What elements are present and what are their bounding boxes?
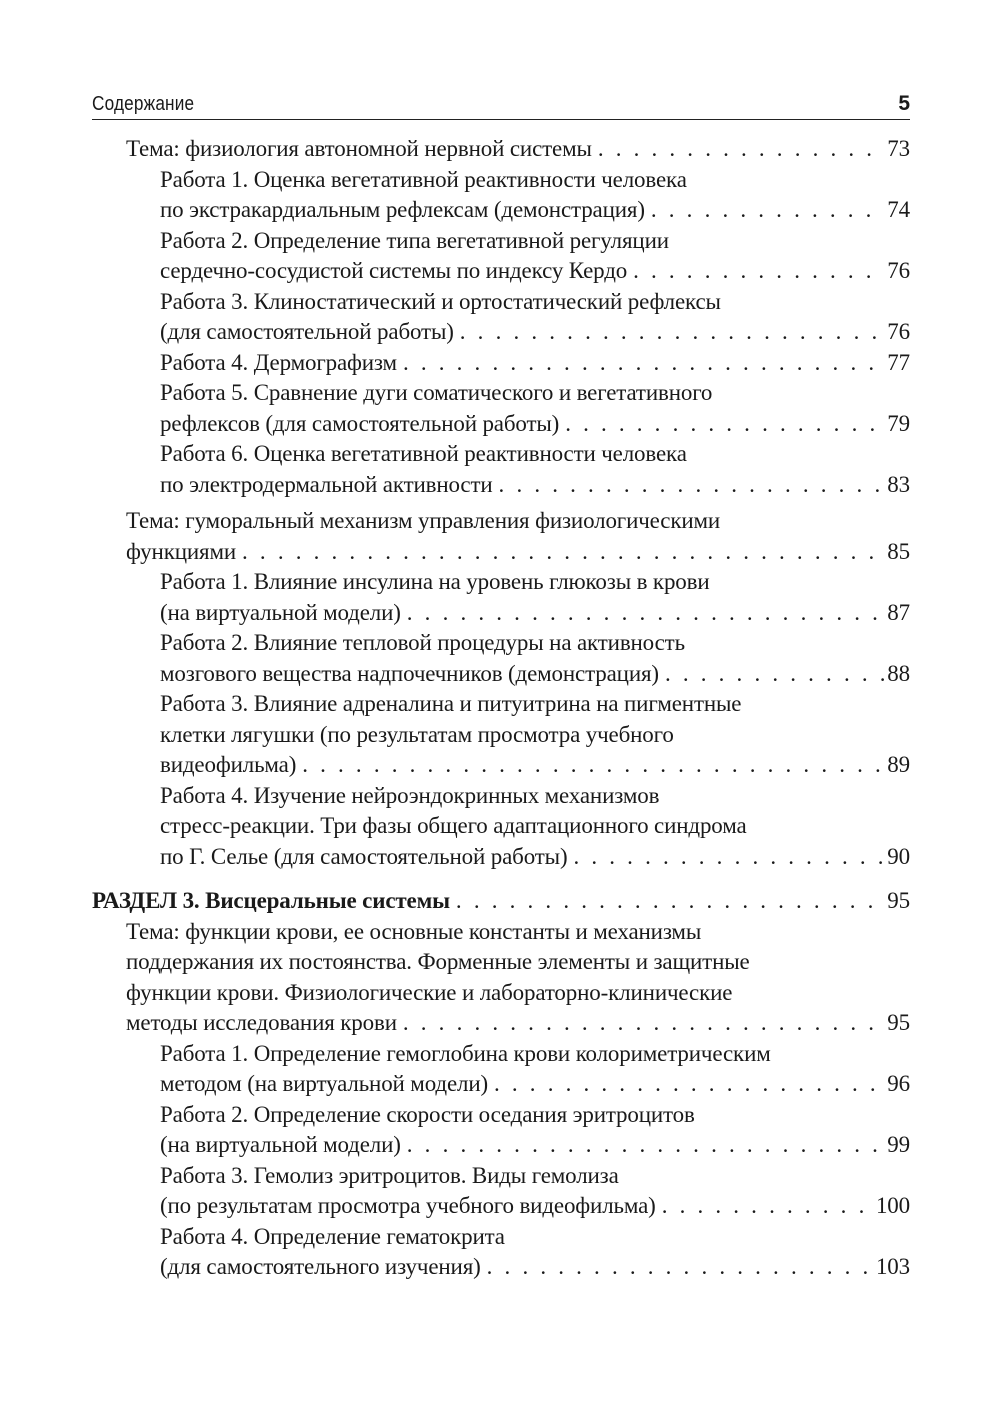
toc-entry-last-line [160, 348, 910, 379]
toc-work[interactable] [92, 781, 910, 873]
toc-entry-last-line [160, 1130, 910, 1161]
dot-leader [662, 1191, 874, 1222]
toc-entry-line: сердечно-сосудистой системы по индексу Кердо [160, 258, 628, 283]
toc-entry-line: Работа 4. Определение гематокрита [160, 1223, 505, 1249]
toc-page-number: 103 [875, 1254, 910, 1279]
dot-leader [460, 317, 886, 348]
table-of-contents [92, 134, 910, 1283]
toc-topic[interactable] [92, 917, 910, 1039]
toc-work[interactable] [92, 439, 910, 500]
toc-entry-last-line [160, 195, 910, 226]
toc-page-number: 100 [875, 1193, 910, 1218]
dot-leader [665, 659, 885, 690]
toc-page-number: 88 [887, 660, 910, 686]
dot-leader [487, 1252, 874, 1283]
toc-entry-line: поддержания их постоянства. Форменные элементы и защитные [126, 949, 750, 974]
toc-entry-line: (для самостоятельного изучения) [160, 1254, 481, 1279]
toc-page-number: 87 [887, 599, 910, 625]
toc-entry-line: Работа 2. Влияние тепловой процедуры на активность [160, 630, 685, 655]
toc-entry-line: Работа 2. Определение скорости оседания эритроцитов [160, 1101, 695, 1127]
toc-entry-line: видеофильма) [160, 752, 297, 777]
page-number: 5 [898, 92, 910, 115]
toc-work[interactable] [92, 1161, 910, 1222]
toc-entry-last-line [160, 470, 910, 501]
toc-entry-line: по электродермальной активности [160, 471, 493, 497]
toc-entry-line: Работа 3. Влияние адреналина и питуитрина на пигментные [160, 691, 742, 716]
toc-work[interactable] [92, 1100, 910, 1161]
toc-entry-line: рефлексов (для самостоятельной работы) [160, 410, 560, 436]
toc-entry-line: (для самостоятельной работы) [160, 319, 454, 344]
toc-work[interactable] [92, 378, 910, 439]
toc-page-number: 96 [887, 1071, 910, 1096]
toc-entry-line: мозгового вещества надпочечников (демонстрация) [160, 660, 659, 686]
dot-leader [407, 1130, 886, 1161]
toc-entry-line: (на виртуальной модели) [160, 599, 401, 625]
toc-entry-last-line [126, 134, 910, 165]
dot-leader [407, 598, 886, 629]
toc-entry-line: Работа 1. Влияние инсулина на уровень глюкозы в крови [160, 569, 710, 594]
dot-leader [456, 886, 885, 917]
toc-work[interactable] [92, 226, 910, 287]
dot-leader [573, 842, 885, 873]
running-header [92, 86, 910, 120]
toc-entry-line: Тема: функции крови, ее основные константы и механизмы [126, 918, 702, 944]
toc-entry-line: Работа 6. Оценка вегетативной реактивности человека [160, 441, 687, 466]
toc-entry-last-line [92, 886, 910, 917]
toc-entry-line: Работа 4. Дермографизм [160, 349, 397, 375]
toc-page-number: 77 [887, 349, 910, 375]
toc-entry-last-line [160, 659, 910, 690]
toc-topic[interactable] [92, 506, 910, 567]
dot-leader [302, 750, 885, 781]
toc-page-number: 89 [887, 752, 910, 777]
toc-page-number: 83 [887, 471, 910, 497]
dot-leader [494, 1069, 885, 1100]
toc-work[interactable] [92, 287, 910, 348]
toc-page-number: 95 [887, 1010, 910, 1035]
toc-entry-line: стресс-реакции. Три фазы общего адаптационного синдрома [160, 813, 747, 838]
toc-work[interactable] [92, 165, 910, 226]
dot-leader [499, 470, 886, 501]
toc-entry-last-line [160, 1191, 910, 1222]
toc-entry-line: (на виртуальной модели) [160, 1132, 401, 1157]
toc-entry-last-line [160, 1069, 910, 1100]
toc-page-number: 73 [887, 136, 910, 161]
toc-page-number: 76 [887, 258, 910, 283]
toc-work[interactable] [92, 1222, 910, 1283]
toc-page-number: 90 [887, 843, 910, 869]
toc-entry-last-line [160, 317, 910, 348]
toc-entry-line: по экстракардиальным рефлексам (демонстрация) [160, 197, 645, 222]
toc-page-number: 95 [887, 888, 910, 913]
toc-entry-line: Тема: гуморальный механизм управления физиологическими [126, 508, 721, 533]
toc-work[interactable] [92, 628, 910, 689]
toc-entry-last-line [160, 750, 910, 781]
dot-leader [651, 195, 885, 226]
toc-entry-line: по Г. Селье (для самостоятельной работы) [160, 843, 568, 869]
toc-entry-line: методы исследования крови [126, 1010, 397, 1035]
toc-entry-last-line [126, 1008, 910, 1039]
dot-leader [403, 1008, 885, 1039]
toc-section[interactable] [92, 886, 910, 917]
toc-entry-line: Работа 2. Определение типа вегетативной регуляции [160, 227, 669, 253]
toc-entry-last-line [160, 256, 910, 287]
toc-entry-line: Работа 3. Клиностатический и ортостатический рефлексы [160, 288, 721, 314]
toc-entry-line: РАЗДЕЛ 3. Висцеральные системы [92, 888, 450, 913]
toc-entry-line: функции крови. Физиологические и лабораторно-клинические [126, 979, 733, 1005]
toc-topic[interactable] [92, 134, 910, 165]
toc-entry-last-line [160, 1252, 910, 1283]
toc-entry-last-line [160, 409, 910, 440]
toc-entry-line: Работа 4. Изучение нейроэндокринных механизмов [160, 782, 660, 808]
toc-entry-line: (по результатам просмотра учебного видеофильма) [160, 1193, 656, 1218]
toc-page-number: 76 [887, 319, 910, 344]
toc-entry-line: Работа 3. Гемолиз эритроцитов. Виды гемолиза [160, 1162, 619, 1188]
dot-leader [403, 348, 885, 379]
toc-entry-line: методом (на виртуальной модели) [160, 1071, 488, 1096]
dot-leader [565, 409, 885, 440]
toc-entry-line: функциями [126, 538, 237, 564]
toc-entry-line: Работа 1. Оценка вегетативной реактивности человека [160, 166, 687, 192]
toc-entry-last-line [160, 842, 910, 873]
toc-entry-line: Тема: физиология автономной нервной системы [126, 136, 592, 161]
dot-leader [598, 134, 885, 165]
toc-work[interactable] [92, 1039, 910, 1100]
toc-entry-last-line [126, 537, 910, 568]
header-title: Содержание [92, 93, 195, 115]
toc-entry-last-line [160, 598, 910, 629]
toc-entry-line: Работа 5. Сравнение дуги соматического и вегетативного [160, 380, 713, 405]
toc-page-number: 74 [887, 197, 910, 222]
toc-page-number: 85 [887, 538, 910, 564]
toc-page-number: 79 [887, 410, 910, 436]
toc-entry-line: клетки лягушки (по результатам просмотра учебного [160, 721, 674, 747]
toc-work[interactable] [92, 689, 910, 781]
dot-leader [242, 537, 885, 568]
dot-leader [633, 256, 885, 287]
toc-page-number: 99 [887, 1132, 910, 1157]
toc-entry-line: Работа 1. Определение гемоглобина крови колориметрическим [160, 1040, 771, 1066]
toc-work[interactable] [92, 348, 910, 379]
toc-work[interactable] [92, 567, 910, 628]
